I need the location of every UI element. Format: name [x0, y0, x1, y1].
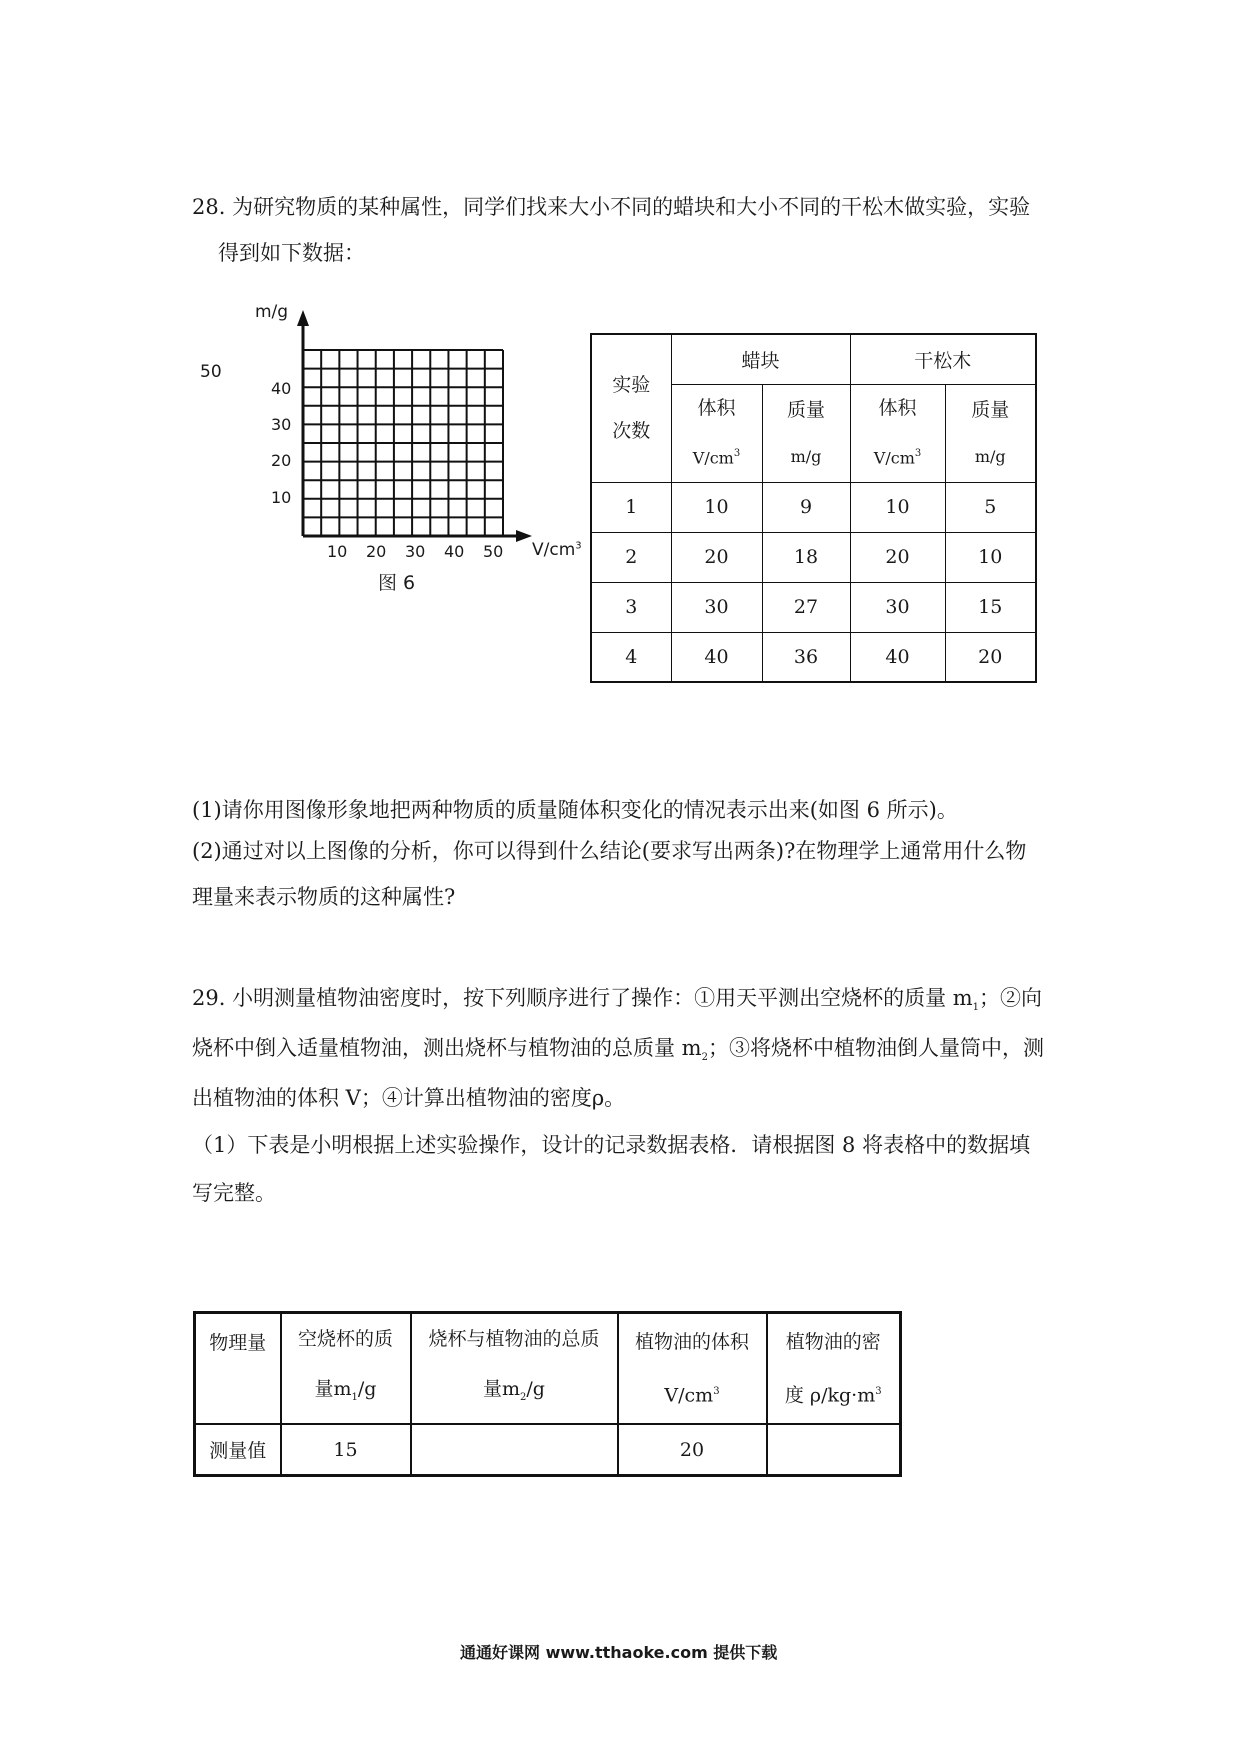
table-cell: 3	[591, 582, 671, 632]
graph-y-tick: 40	[271, 379, 292, 398]
q29-line3: 出植物油的体积 V；④计算出植物油的密度ρ。	[192, 1086, 626, 1110]
graph-y-extra-label: 50	[200, 362, 222, 382]
col-header-volume: 体积 $V/cm^3$	[850, 384, 945, 482]
col-header-mass: 质量 m/g	[762, 384, 850, 482]
header-empty-beaker-mass: 空烧杯的质 量$m_1/g$	[281, 1313, 411, 1424]
table-cell: 5	[945, 482, 1036, 532]
group-header-pine: 干松木	[850, 334, 1036, 384]
header-total-mass: 烧杯与植物油的总质 量$m_2/g$	[411, 1313, 618, 1424]
group-header-wax: 蜡块	[671, 334, 850, 384]
graph-x-tick: 40	[444, 542, 465, 561]
y-axis-arrow	[297, 310, 309, 326]
col-header-mass: 质量 m/g	[945, 384, 1036, 482]
graph-y-label: m/g	[255, 302, 289, 322]
table-cell: 10	[945, 532, 1036, 582]
table-cell: 20	[618, 1424, 767, 1476]
q28-sub2-line2: 理量来表示物质的这种属性?	[192, 885, 456, 909]
header-oil-volume: 植物油的体积 $V/cm^3$	[618, 1313, 767, 1424]
table-cell: 2	[591, 532, 671, 582]
q28-line1: 28. 为研究物质的某种属性，同学们找来大小不同的蜡块和大小不同的干松木做实验，实验	[192, 195, 1031, 219]
graph-y-tick: 30	[271, 415, 292, 434]
q28-sub2-line1: (2)通过对以上图像的分析，你可以得到什么结论(要求写出两条)?在物理学上通常用什么物	[192, 839, 1027, 863]
table-cell: 1	[591, 482, 671, 532]
table-cell: 4	[591, 632, 671, 682]
graph-y-tick: 20	[271, 451, 292, 470]
table-cell: 20	[671, 532, 762, 582]
table-cell: 36	[762, 632, 850, 682]
table-cell: 10	[671, 482, 762, 532]
table-cell: 15	[281, 1424, 411, 1476]
graph-y-tick: 10	[271, 488, 292, 507]
graph-x-tick: 50	[483, 542, 504, 561]
q29-line2: 烧杯中倒入适量植物油，测出烧杯与植物油的总质量 $m_2$；③将烧杯中植物油倒人量筒中，测	[192, 1036, 1044, 1064]
data-table-q29	[193, 1311, 902, 1477]
graph-x-tick: 30	[405, 542, 426, 561]
table-row	[591, 482, 1036, 532]
table-row	[591, 582, 1036, 632]
table-cell: 40	[850, 632, 945, 682]
x-axis-arrow	[516, 530, 532, 542]
header-quantity: 物理量	[195, 1313, 281, 1424]
table-cell: 10	[850, 482, 945, 532]
q29-sub1-line1: （1）下表是小明根据上述实验操作，设计的记录数据表格．请根据图 8 将表格中的数据填	[192, 1133, 1031, 1157]
q28-sub1: (1)请你用图像形象地把两种物质的质量随体积变化的情况表示出来(如图 6 所示)。	[192, 798, 958, 822]
header-oil-density: 植物油的密 度 $\rho/kg\cdot m^3$	[767, 1313, 901, 1424]
figure-caption: 图 6	[378, 572, 416, 594]
q29-sub1-line2: 写完整。	[192, 1181, 276, 1205]
table-row	[195, 1424, 901, 1476]
table-cell	[411, 1424, 618, 1476]
table-cell: 30	[850, 582, 945, 632]
graph-x-label: $V/cm^3$	[532, 540, 582, 560]
table-cell: 40	[671, 632, 762, 682]
table-cell: 27	[762, 582, 850, 632]
table-cell: 30	[671, 582, 762, 632]
table-cell: 18	[762, 532, 850, 582]
graph-x-tick: 20	[366, 542, 387, 561]
graph-grid	[270, 310, 540, 550]
table-cell: 20	[945, 632, 1036, 682]
graph-x-tick: 10	[327, 542, 348, 561]
q28-line2: 得到如下数据：	[218, 241, 365, 265]
corner-cell: 实验 次数	[591, 334, 671, 482]
q29-line1: 29. 小明测量植物油密度时，按下列顺序进行了操作：①用天平测出空烧杯的质量 $m_1$；②向	[192, 986, 1043, 1014]
footer-text: 通通好课网 www.tthaoke.com 提供下载	[460, 1643, 778, 1662]
data-table-q28	[590, 333, 1037, 683]
table-cell: 20	[850, 532, 945, 582]
col-header-volume: 体积 $V/cm^3$	[671, 384, 762, 482]
table-cell	[767, 1424, 901, 1476]
table-cell: 9	[762, 482, 850, 532]
table-row	[591, 632, 1036, 682]
table-row	[591, 532, 1036, 582]
table-cell: 15	[945, 582, 1036, 632]
row-label-measured: 测量值	[195, 1424, 281, 1476]
